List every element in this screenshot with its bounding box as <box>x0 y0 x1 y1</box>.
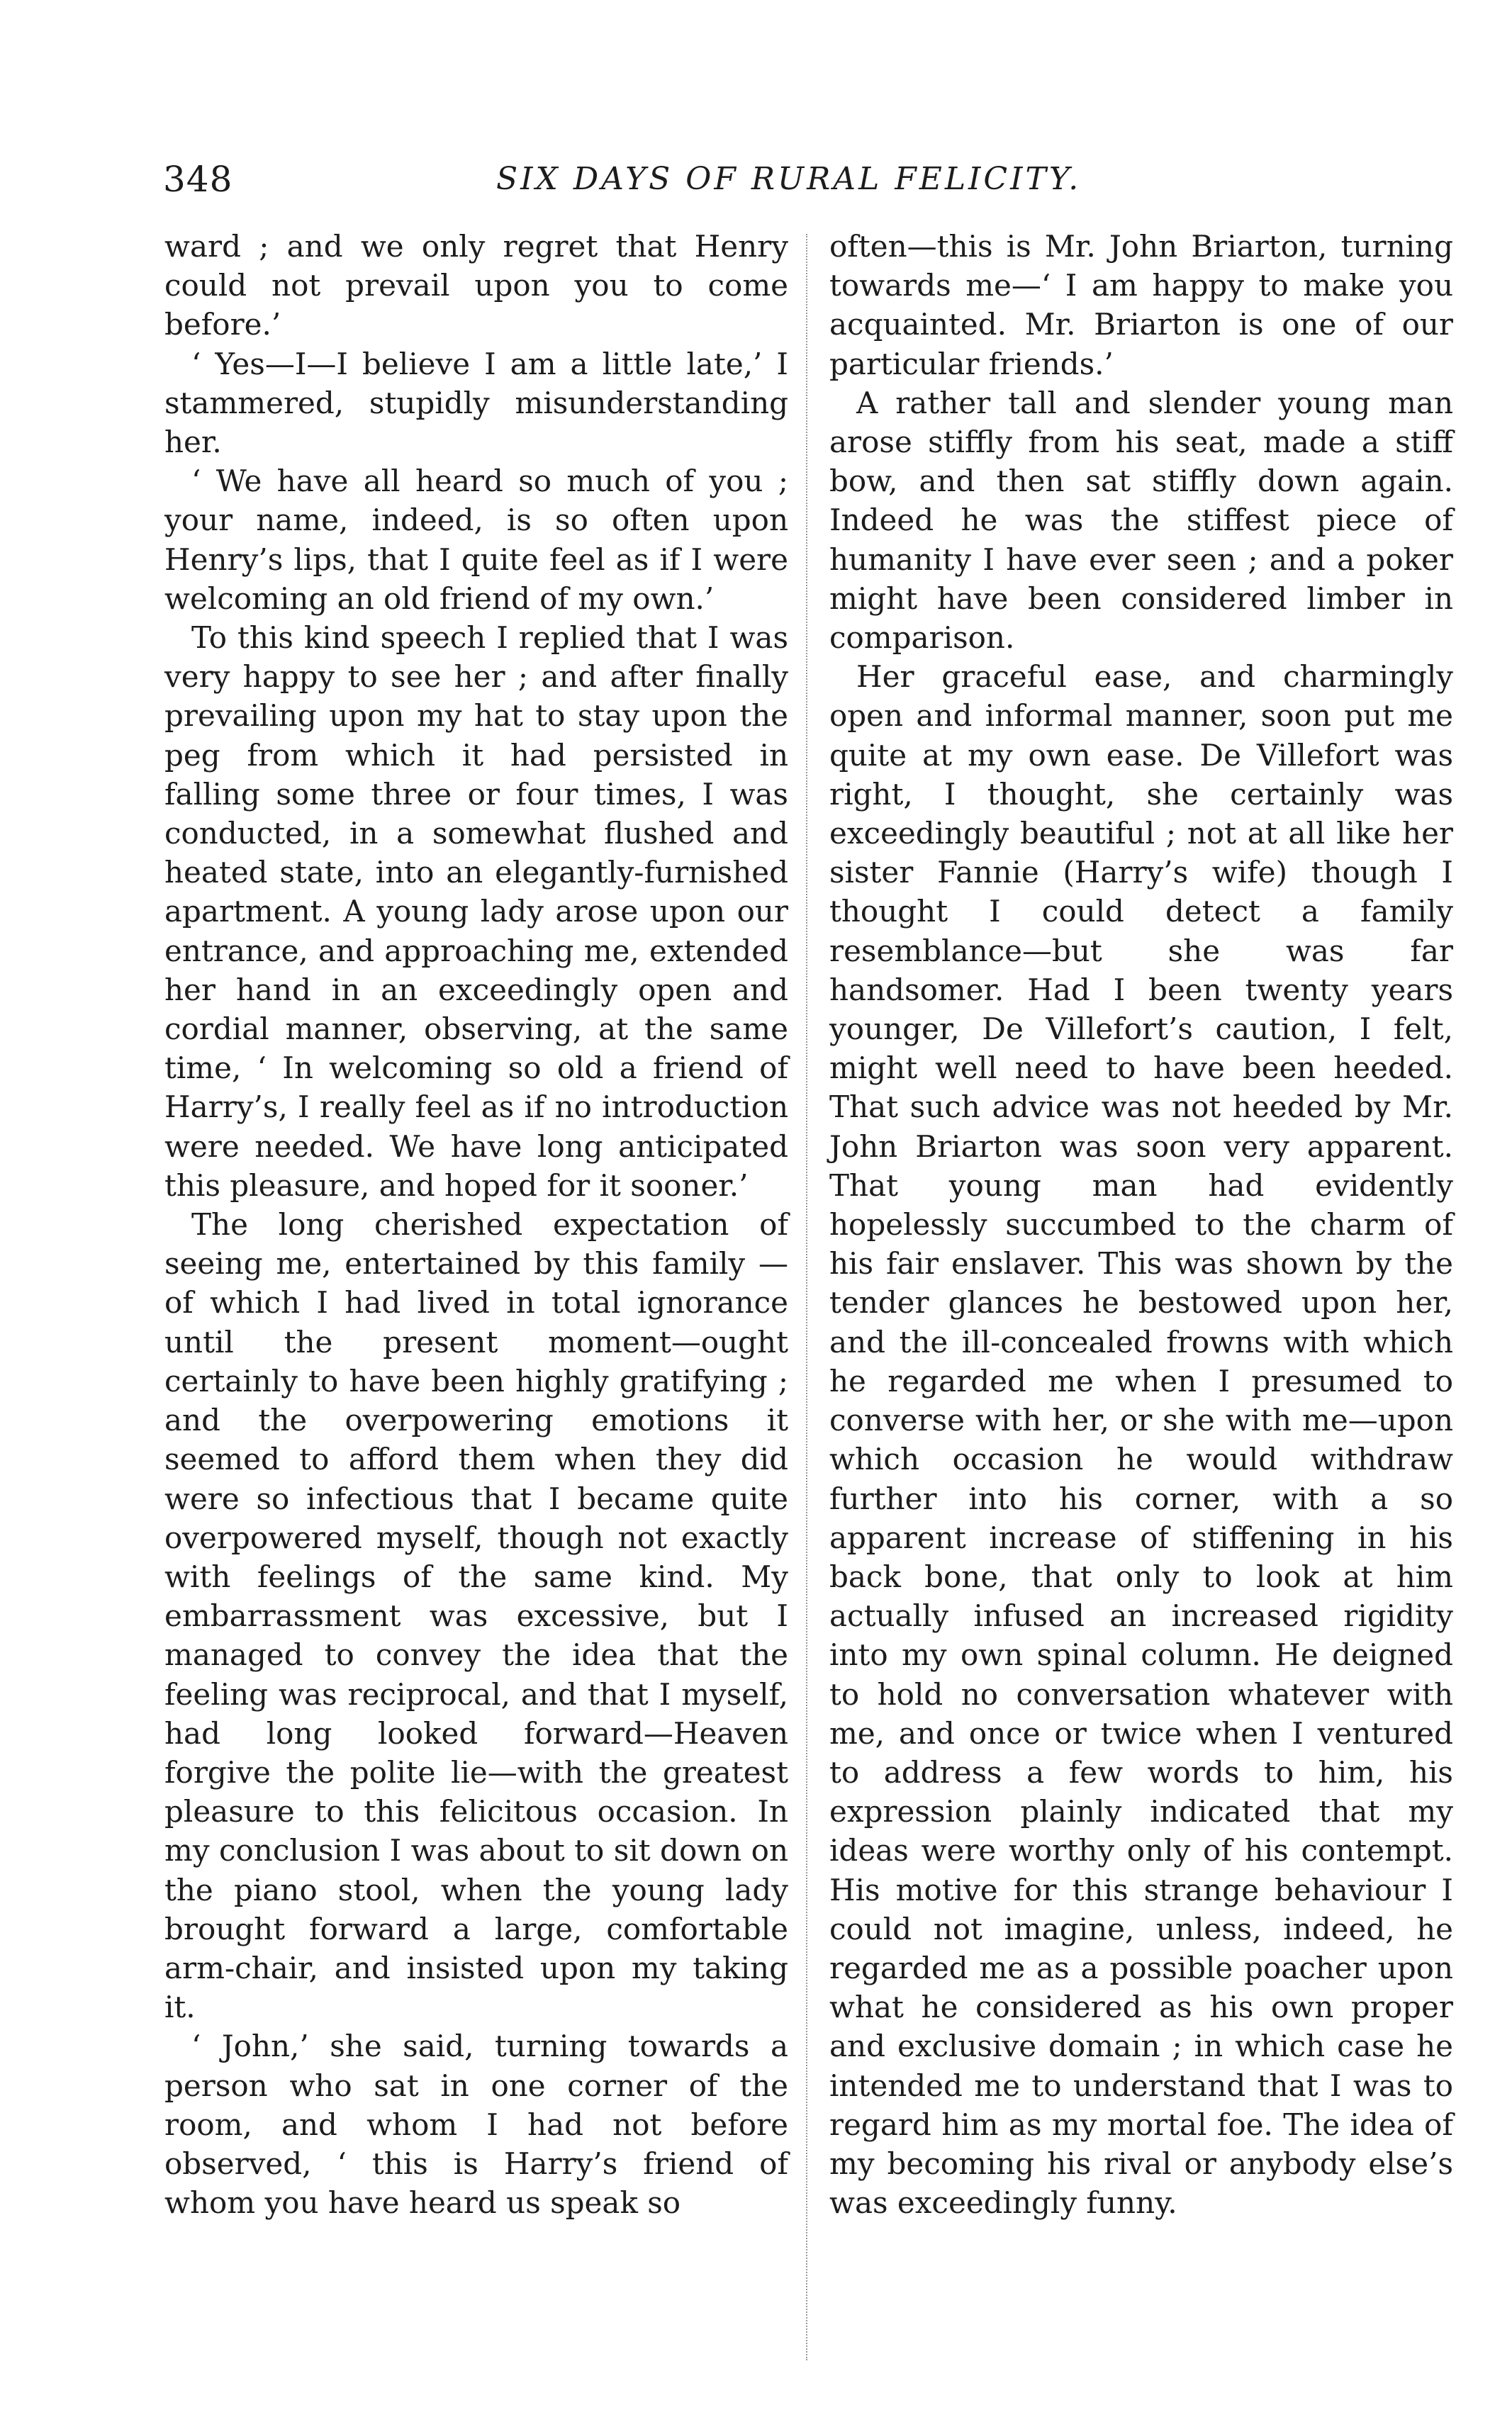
column-divider <box>806 234 807 2360</box>
paragraph: Her graceful ease, and charmingly open and informal manner, soon put me quite at my own ease. De Villefort was right, I thought, she certainly was exceedingly beautiful ; not at all like her sister Fannie (Harry’s wife) though I thought I could detect a family resemblance—but she was far handsomer. Had I been twenty years younger, De Villefort’s caution, I felt, might well need to have been heeded. That such advice was not heeded by Mr. John Briarton was soon very apparent. That young man had evidently hopelessly succumbed to the charm of his fair enslaver. This was shown by the tender glances he bestowed upon her, and the ill-concealed frowns with which he regarded me when I presumed to converse with her, or she with me—upon which occasion he would withdraw further into his corner, with a so apparent increase of stiffening in his back bone, that only to look at him actually infused an increased rigidity into my own spinal column. He deigned to hold no conversation whatever with me, and once or twice when I ventured to address a few words to him, his expression plainly indicated that my ideas were worthy only of his contempt. His motive for this strange behaviour I could not imagine, unless, indeed, he regarded me as a possible poacher upon what he considered as his own proper and exclusive domain ; in which case he intended me to understand that I was to regard him as my mortal foe. The idea of my becoming his rival or anybody else’s was exceedingly funny. <box>829 659 1453 2221</box>
page-header <box>163 155 1460 204</box>
paragraph: A rather tall and slender young man arose stiffly from his seat, made a stiff bow, and then sat stiffly down again. Indeed he was the stiffest piece of humanity I have ever seen ; and a poker might have been considered limber in comparison. <box>829 385 1453 656</box>
paragraph: often—this is Mr. John Briarton, turning towards me—‘ I am happy to make you acquainted. Mr. Briarton is one of our particular friends.’ <box>829 229 1453 381</box>
right-column <box>829 227 1453 2222</box>
paragraph: ‘ Yes—I—I believe I am a little late,’ I stammered, stupidly misunderstanding her. <box>164 346 788 460</box>
left-column <box>164 227 788 2222</box>
paragraph: To this kind speech I replied that I was very happy to see her ; and after finally prevailing upon my hat to stay upon the peg from which it had persisted in falling some three or four times, I was conducted, in a somewhat flushed and heated state, into an elegantly-furnished apartment. A young lady arose upon our entrance, and approaching me, extended her hand in an exceedingly open and cordial manner, observing, at the same time, ‘ In welcoming so old a friend of Harry’s, I really feel as if no introduction were needed. We have long anticipated this pleasure, and hoped for it sooner.’ <box>164 620 788 1203</box>
page-number: 348 <box>163 159 233 200</box>
paragraph: The long cherished expectation of seeing me, entertained by this family —of which I had lived in total ignorance until the present moment—ought certainly to have been highly gratifying ; and the overpowering emotions it seemed to afford them when they did were so infectious that I became quite overpowered myself, though not exactly with feelings of the same kind. My embarrassment was excessive, but I managed to convey the idea that the feeling was reciprocal, and that I myself, had long looked forward—Heaven forgive the polite lie—with the greatest pleasure to this felicitous occasion. In my conclusion I was about to sit down on the piano stool, when the young lady brought forward a large, comfortable arm-chair, and insisted upon my taking it. <box>164 1207 788 2025</box>
running-title: SIX DAYS OF RURAL FELICITY. <box>496 161 1082 197</box>
paragraph: ward ; and we only regret that Henry could not prevail upon you to come before.’ <box>164 229 788 342</box>
paragraph: ‘ We have all heard so much of you ; your name, indeed, is so often upon Henry’s lips, that I quite feel as if I were welcoming an old friend of my own.’ <box>164 464 788 616</box>
paragraph: ‘ John,’ she said, turning towards a person who sat in one corner of the room, and whom I had not before observed, ‘ this is Harry’s friend of whom you have heard us speak so <box>164 2029 788 2221</box>
